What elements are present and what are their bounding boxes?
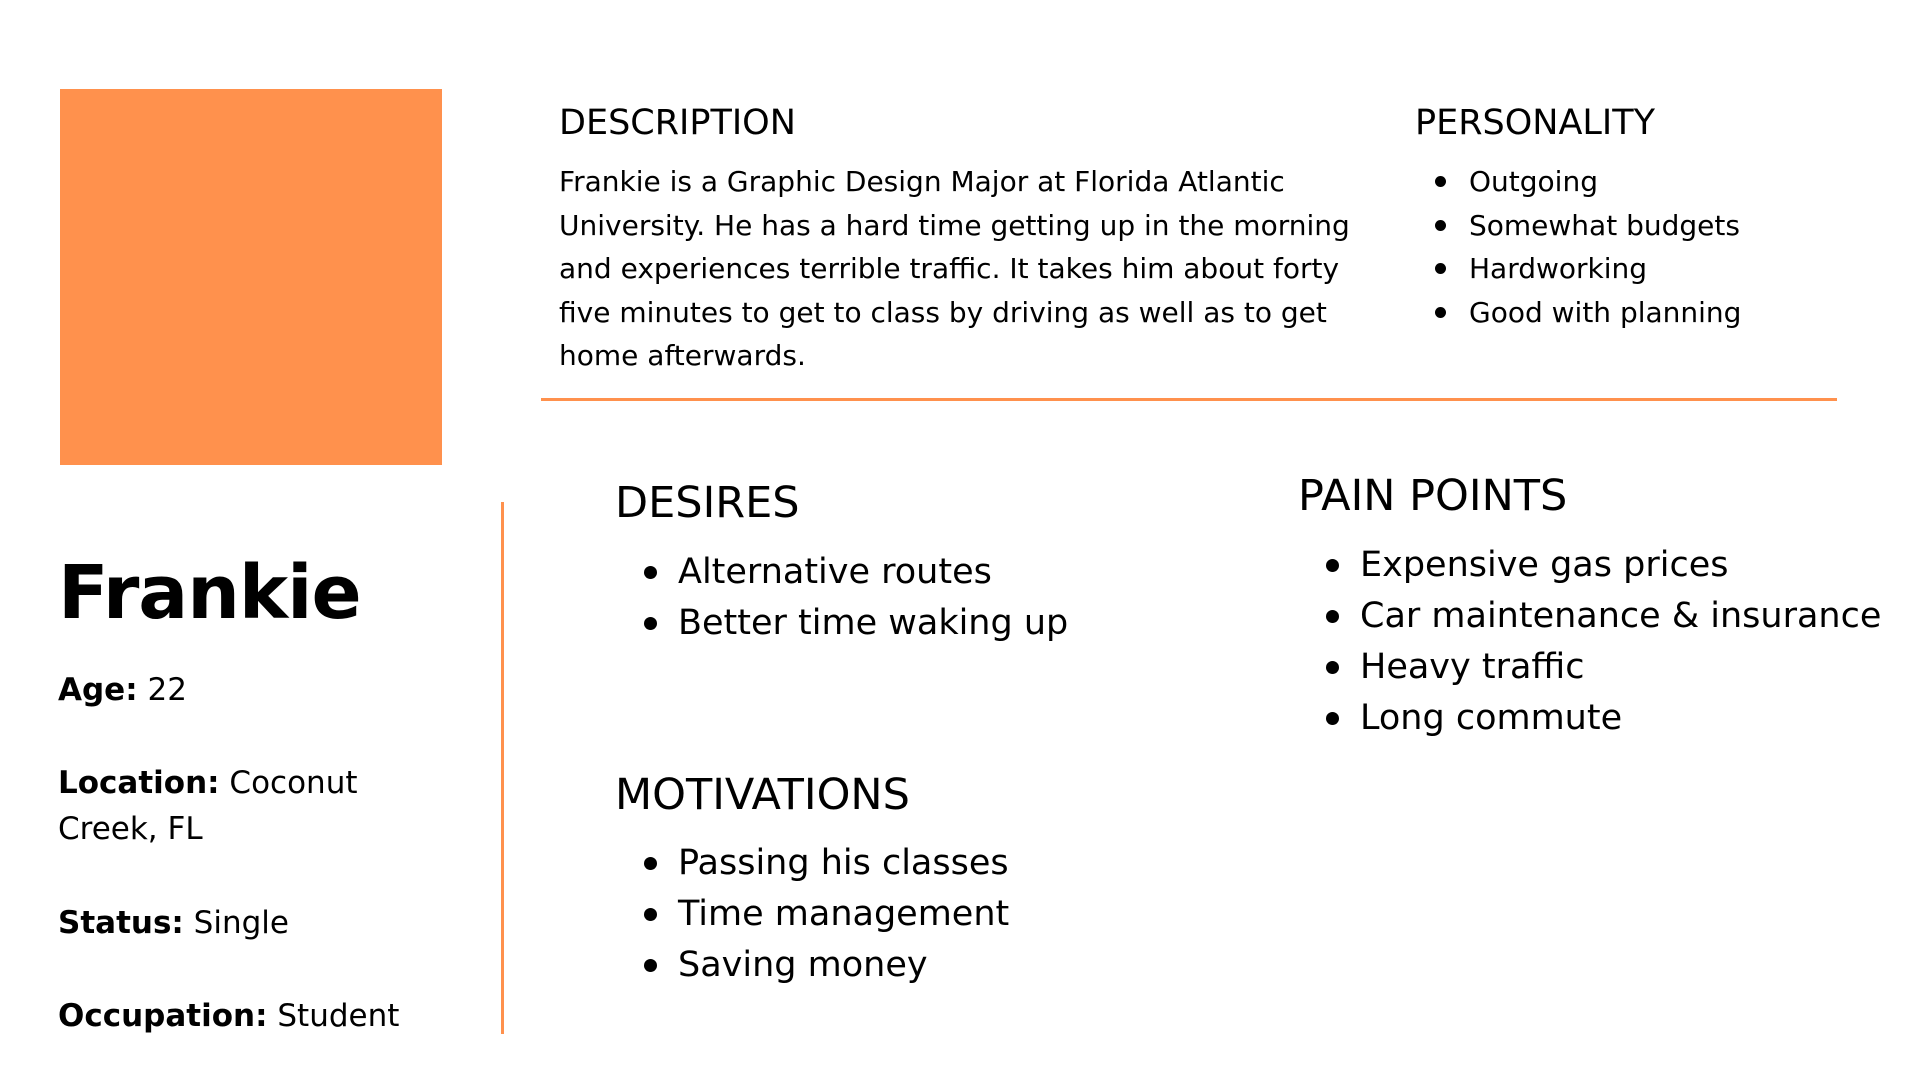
age-value: 22 <box>147 672 187 708</box>
location-field <box>58 760 458 852</box>
motivation-item: Saving money <box>678 940 1009 991</box>
personality-title: PERSONALITY <box>1415 103 1656 143</box>
motivations-title: MOTIVATIONS <box>615 770 910 820</box>
age-label: Age: <box>58 672 138 708</box>
personality-item: Good with planning <box>1469 291 1741 335</box>
occupation-value: Student <box>277 998 400 1034</box>
personality-list <box>1469 160 1741 334</box>
age-field <box>58 667 458 713</box>
pain-point-item: Expensive gas prices <box>1360 540 1881 591</box>
description-title: DESCRIPTION <box>559 103 796 143</box>
desire-item: Alternative routes <box>678 547 1068 598</box>
location-value: Coconut Creek, FL <box>58 765 358 847</box>
pain-points-title: PAIN POINTS <box>1298 471 1568 521</box>
pain-point-item: Long commute <box>1360 693 1881 744</box>
motivation-item: Time management <box>678 889 1009 940</box>
desire-item: Better time waking up <box>678 598 1068 649</box>
pain-point-item: Car maintenance & insurance <box>1360 591 1881 642</box>
personality-item: Somewhat budgets <box>1469 204 1741 248</box>
desires-list <box>678 547 1068 649</box>
personality-item: Hardworking <box>1469 247 1741 291</box>
occupation-field <box>58 993 458 1039</box>
vertical-divider <box>501 502 504 1034</box>
pain-points-list <box>1360 540 1881 744</box>
horizontal-divider <box>541 398 1837 401</box>
persona-name: Frankie <box>58 550 361 636</box>
status-label: Status: <box>58 905 184 941</box>
occupation-label: Occupation: <box>58 998 268 1034</box>
motivations-list <box>678 838 1009 991</box>
pain-point-item: Heavy traffic <box>1360 642 1881 693</box>
motivation-item: Passing his classes <box>678 838 1009 889</box>
status-value: Single <box>193 905 289 941</box>
location-label: Location: <box>58 765 220 801</box>
persona-photo-placeholder <box>60 89 442 465</box>
desires-title: DESIRES <box>615 478 800 528</box>
status-field <box>58 900 458 946</box>
personality-item: Outgoing <box>1469 160 1741 204</box>
description-text: Frankie is a Graphic Design Major at Florida Atlantic University. He has a hard time getting up in the morning and experiences terrible traffic. It takes him about forty five minutes to get to class by driving as well as to get home afterwards. <box>559 165 1350 372</box>
